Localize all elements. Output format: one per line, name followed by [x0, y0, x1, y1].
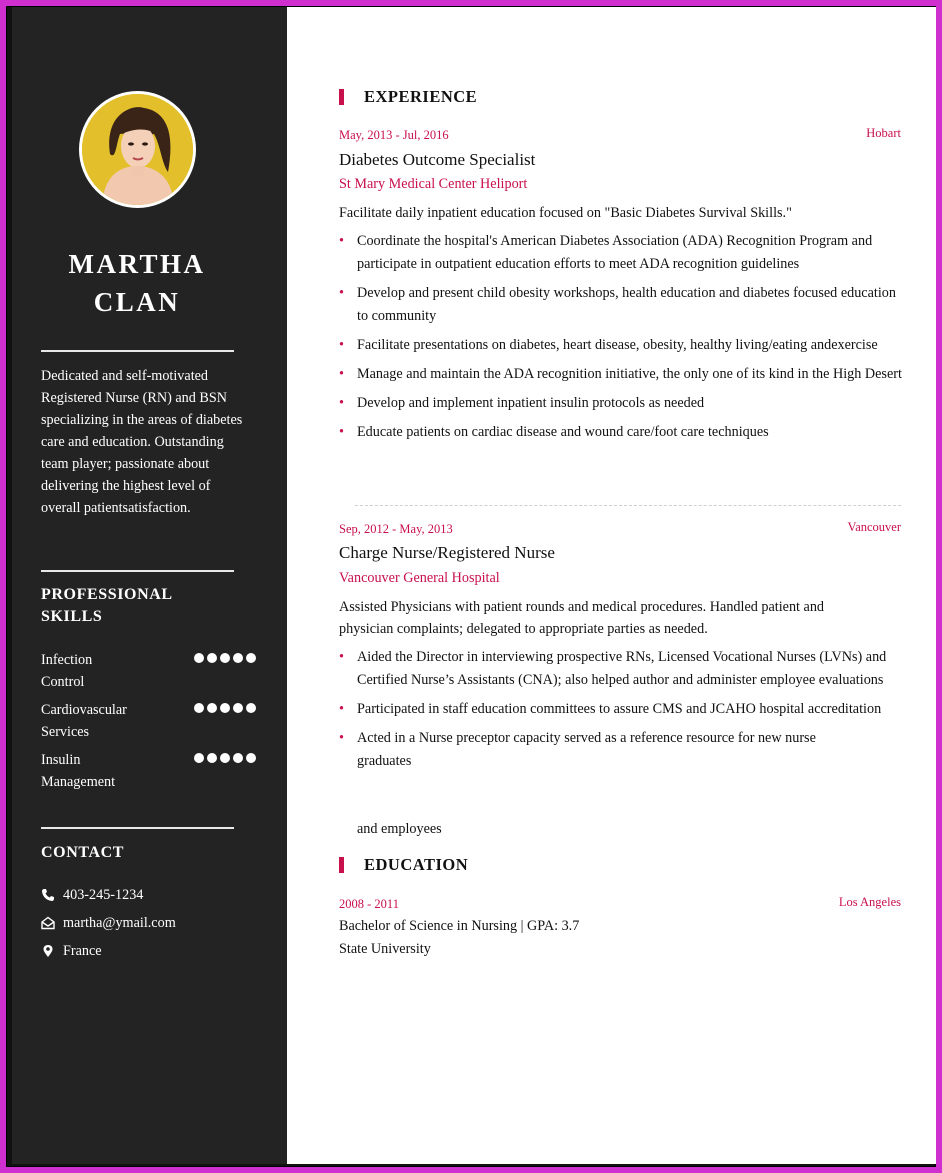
rating-dot	[207, 753, 217, 763]
education-dates: 2008 - 2011	[339, 897, 399, 911]
experience-heading	[339, 87, 477, 107]
rating-dot	[194, 653, 204, 663]
bullet-item: • Aided the Director in interviewing prospective RNs, Licensed Vocational Nurses (LVNs) and Certified Nurse’s Assistants (CNA); also helped author and administer employee evaluations	[339, 646, 904, 692]
skill-name-cont: Services	[41, 724, 90, 740]
job-title: Charge Nurse/Registered Nurse	[339, 543, 555, 562]
rating-dot	[194, 753, 204, 763]
education-heading	[339, 855, 468, 875]
map-pin-icon	[41, 944, 55, 958]
job-bullets	[339, 646, 904, 773]
bullet-item: • Coordinate the hospital's American Diabetes Association (ADA) Recognition Program and participate in outpatient education efforts to meet ADA recognition guidelines	[339, 230, 904, 276]
rating-dot	[220, 653, 230, 663]
rating-dot	[194, 703, 204, 713]
rating-dot	[233, 753, 243, 763]
skill-label	[41, 699, 161, 743]
rating-dot	[246, 753, 256, 763]
rating-dot	[233, 653, 243, 663]
skill-name: Cardiovascular	[41, 702, 127, 718]
divider	[41, 350, 234, 352]
job-dates: May, 2013 - Jul, 2016	[339, 128, 449, 142]
skills-heading-line2: SKILLS	[41, 608, 103, 625]
contact-phone	[41, 885, 143, 905]
rating-dot	[220, 753, 230, 763]
section-marker	[339, 89, 344, 105]
sidebar	[12, 7, 287, 1164]
divider	[41, 827, 234, 829]
location-text: France	[63, 943, 102, 959]
rating-dot	[246, 653, 256, 663]
rating-dot	[207, 653, 217, 663]
skills-heading-line1: PROFESSIONAL	[41, 586, 173, 603]
bullet-item: • Develop and present child obesity workshops, health education and diabetes focused education to community	[339, 282, 904, 328]
bullet-item: • Develop and implement inpatient insulin protocols as needed	[339, 392, 904, 415]
contact-email	[41, 913, 176, 933]
skill-item	[41, 699, 256, 743]
profile-summary: Dedicated and self-motivated Registered Nurse (RN) and BSN specializing in the areas of diabetes care and education. Outstanding team player; passionate about delivering the highest level of overall patientsatisfaction.	[41, 368, 243, 516]
contact-location	[41, 941, 102, 961]
profile-photo	[82, 94, 193, 205]
job-bullets	[339, 230, 904, 444]
divider	[41, 570, 234, 572]
job-title: Diabetes Outcome Specialist	[339, 150, 536, 169]
job-employer: Vancouver General Hospital	[339, 570, 500, 586]
candidate-name	[12, 245, 262, 321]
skill-rating	[194, 703, 256, 713]
rating-dot	[233, 703, 243, 713]
bullet-item: • Acted in a Nurse preceptor capacity served as a reference resource for new nurse graduates	[339, 727, 904, 773]
envelope-icon	[41, 916, 55, 930]
contact-heading: CONTACT	[41, 844, 125, 861]
main-content	[287, 7, 936, 1164]
job-location: Hobart	[866, 126, 901, 140]
skill-name: Insulin	[41, 752, 81, 768]
bullet-item: • Educate patients on cardiac disease and wound care/foot care techniques	[339, 421, 904, 444]
skill-item	[41, 649, 256, 693]
skill-rating	[194, 653, 256, 663]
education-school: State University	[339, 941, 431, 957]
job-dates: Sep, 2012 - May, 2013	[339, 522, 453, 536]
skill-name-cont: Management	[41, 774, 116, 790]
education-degree: Bachelor of Science in Nursing | GPA: 3.7	[339, 918, 580, 934]
bullet-item: • Manage and maintain the ADA recognition initiative, the only one of its kind in the High Desert	[339, 363, 904, 386]
phone-number[interactable]: 403-245-1234	[63, 887, 144, 903]
first-name: MARTHA	[68, 249, 206, 279]
avatar	[79, 91, 196, 208]
section-title: EXPERIENCE	[364, 87, 478, 106]
skill-name-cont: Control	[41, 674, 85, 690]
education-location: Los Angeles	[838, 895, 901, 909]
job-separator	[355, 505, 901, 506]
skill-name: Infection	[41, 652, 93, 668]
bullet-continuation: and employees	[357, 821, 442, 837]
rating-dot	[246, 703, 256, 713]
bullet-item: • Participated in staff education committees to assure CMS and JCAHO hospital accreditation	[339, 698, 904, 721]
skill-label	[41, 749, 161, 793]
section-title: EDUCATION	[364, 855, 469, 874]
last-name: CLAN	[93, 287, 181, 317]
job-employer: St Mary Medical Center Heliport	[339, 176, 528, 192]
skill-rating	[194, 753, 256, 763]
skill-item	[41, 749, 256, 793]
bullet-item: • Facilitate presentations on diabetes, heart disease, obesity, healthy living/eating andexercise	[339, 334, 904, 357]
section-marker	[339, 857, 344, 873]
email-address[interactable]: martha@ymail.com	[63, 915, 176, 931]
job-summary: Facilitate daily inpatient education focused on "Basic Diabetes Survival Skills."	[339, 205, 792, 221]
job-summary: Assisted Physicians with patient rounds and medical procedures. Handled patient and physician complaints; delegated to appropriate parties as needed.	[339, 599, 825, 637]
rating-dot	[220, 703, 230, 713]
phone-icon	[41, 888, 55, 902]
job-location: Vancouver	[847, 520, 901, 534]
skill-label	[41, 649, 161, 693]
rating-dot	[207, 703, 217, 713]
skills-heading	[41, 584, 173, 628]
